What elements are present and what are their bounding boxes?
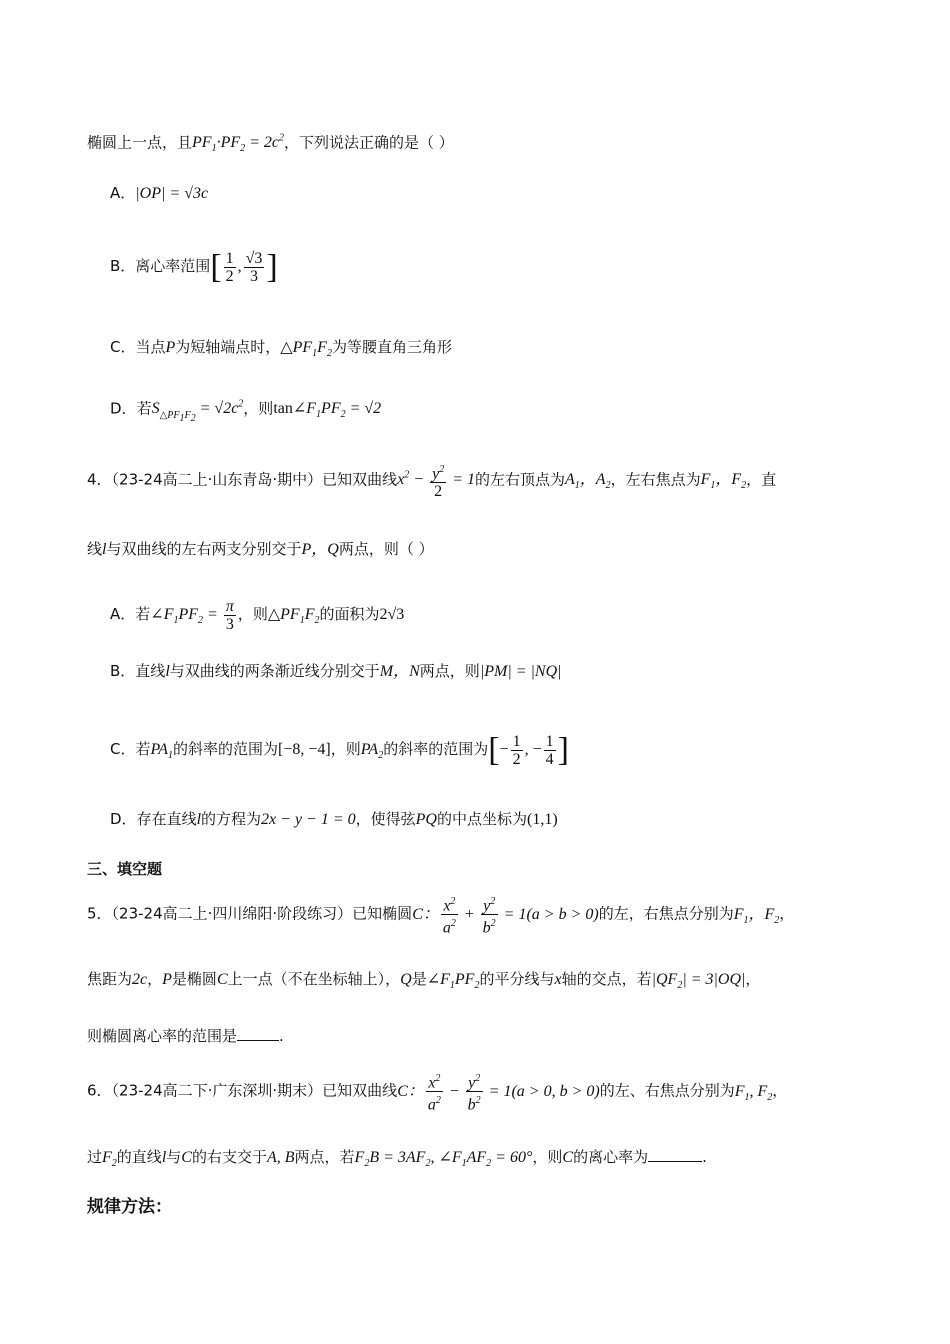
q3-option-b-label: B． — [110, 257, 136, 276]
q6-curve-c2: C — [562, 1149, 574, 1166]
q3-option-d-text2: ，则 — [243, 399, 274, 418]
q4-option-a-triangle: $\triangle PF_1F_2$ — [267, 606, 320, 627]
q4-points-pq: P，Q — [301, 541, 339, 558]
q4-source: （23-24高二上·山东青岛·期中） — [111, 470, 323, 489]
q4-line2-text-c: 两点，则（ ） — [338, 540, 434, 558]
q4-option-b-points: M，N — [379, 663, 420, 680]
q3-option-c-point: P — [165, 339, 176, 356]
q6-line2-text-e: 两点，若 — [294, 1148, 355, 1166]
q4-option-d-chord: PQ — [415, 811, 437, 828]
q4-option-b-label: B． — [110, 662, 136, 680]
q4-option-a-label: A． — [110, 605, 136, 624]
q5-answer-blank[interactable] — [237, 1026, 279, 1041]
q4-number: 4． — [87, 470, 112, 489]
q3-option-a-label: A． — [110, 184, 136, 202]
q5-line2-text-e: 的平分线与 — [479, 970, 555, 988]
q4-option-d-midpoint: (1,1) — [527, 811, 558, 828]
q6-number: 6． — [87, 1081, 112, 1100]
q3-option-c-text3: 为等腰直角三角形 — [331, 338, 452, 356]
q4-option-d-label: D． — [110, 810, 137, 828]
q5-ellipse-c: C — [216, 971, 228, 988]
q5-stem-line3 — [87, 1025, 284, 1047]
q5-line2-text-f: 轴的交点，若 — [561, 970, 652, 988]
q5-point-p: P — [162, 971, 172, 988]
q4-vertices: $A_1$，$A_2$ — [565, 471, 611, 492]
q3-option-c-text2: 为短轴端点时， — [175, 338, 281, 356]
q4-option-d-text1: 存在直线 — [136, 810, 197, 828]
q6-line2-text-a: 过 — [87, 1148, 103, 1166]
q3-stem — [87, 128, 454, 161]
q6-answer-blank[interactable] — [648, 1147, 702, 1162]
q4-option-b-equation: |PM| = |NQ| — [479, 663, 562, 680]
q6-stem-text-a: 已知双曲线 — [322, 1081, 398, 1100]
q3-option-a-formula: |OP| = √3c — [135, 185, 209, 202]
q6-line2-end: . — [702, 1148, 707, 1166]
q5-line2-text-d: 是 — [411, 970, 427, 988]
q3-option-d-label: D． — [110, 399, 137, 418]
q4-option-c-text3: ，则 — [330, 740, 361, 759]
q4-hyperbola-equation: $x^2$ − $\frac{y^2}{2}$ = 1 — [397, 471, 475, 488]
q4-option-c — [110, 733, 569, 768]
q4-option-b-text1: 直线 — [135, 662, 166, 680]
q5-stem-text-a: 已知椭圆 — [352, 904, 413, 923]
q5-line2-text-c: 上一点（不在坐标轴上）， — [227, 970, 401, 988]
q3-condition-formula: $PF_1\cdot PF_2 = 2c^2$ — [192, 133, 285, 155]
q3-option-b-interval: [ $\frac{1}{2}$ , $\frac{√3}{3}$ ] — [210, 248, 278, 286]
q4-option-b-text3: 两点，则 — [419, 662, 480, 680]
q4-stem-line2 — [87, 538, 434, 561]
q5-source: （23-24高二上·四川绵阳·阶段练习） — [111, 904, 353, 923]
q4-option-c-text4: 的斜率的范围为 — [383, 740, 489, 759]
q5-line2-text-b: 是椭圆 — [171, 970, 217, 988]
q4-option-a — [110, 598, 404, 633]
q4-option-d-text3: ，使得弦 — [355, 810, 416, 828]
q3-option-a — [110, 182, 208, 205]
q3-option-d-tan: $\tan\angle F_1PF_2 = √2$ — [273, 400, 382, 421]
q6-source: （23-24高二下·广东深圳·期末） — [111, 1081, 323, 1100]
q6-hyperbola-equation: C： $\frac{x^2}{a^2}$ − $\frac{y^2}{b^2}$ = 1(a > 0, b > 0) — [397, 1083, 600, 1100]
q4-line2-text-a: 线 — [87, 540, 103, 558]
q4-option-a-text3: 的面积为 — [319, 605, 380, 624]
q5-line2-text-a: 焦距为 — [87, 970, 133, 988]
q3-option-c-triangle: $\triangle PF_1F_2$ — [280, 339, 332, 360]
q6-line-l: l — [161, 1149, 167, 1166]
q6-points-ab: A, B — [266, 1149, 295, 1166]
q6-focus-f2: $F_2$ — [102, 1149, 117, 1170]
q6-condition: $F_2B = 3AF_2$, $\angle F_1AF_2 = 60^\circ$ — [354, 1149, 533, 1170]
q4-option-a-angle: $\angle F_1PF_2$ = $\frac{\pi}{3}$ — [150, 598, 234, 633]
q3-option-b — [110, 250, 278, 285]
q6-stem: 6．（23-24高二下·广东深圳·期末）已知双曲线C： $\frac{x^2}{a^2}$ − $\frac{y^2}{b^2}$ = 1(a > 0, b > 0)的左、右焦点分别为$F_1$, $F_2$， — [87, 1070, 787, 1114]
q4-option-b — [110, 660, 562, 683]
q5-ellipse-equation: C： $\frac{x^2}{a^2}$ + $\frac{y^2}{b^2}$ = 1(a > b > 0) — [412, 906, 599, 923]
q5-condition: $|QF_2| = 3|OQ|$ — [651, 971, 746, 992]
q3-stem-text-b: ，下列说法正确的是（ ） — [284, 133, 454, 152]
method-heading: 规律方法： — [87, 1197, 172, 1217]
q4-option-c-pa2: $PA_2$ — [360, 741, 384, 762]
q6-stem-line2 — [87, 1146, 707, 1175]
q4-option-c-pa1: $PA_1$ — [150, 741, 173, 762]
q4-option-a-value: 2√3 — [379, 606, 405, 624]
q4-line2-text-b: 与双曲线的左右两支分别交于 — [106, 540, 302, 558]
q4-option-d-text4: 的中点坐标为 — [436, 810, 527, 828]
q4-option-d — [110, 808, 558, 831]
q4-option-c-text2: 的斜率的范围为 — [172, 740, 278, 759]
q4-option-a-text1: 若 — [135, 605, 151, 624]
q4-stem-text-d: 直 — [761, 470, 777, 489]
q3-option-d-area: $S_{\triangle PF_1F_2} = √2c^2$ — [151, 399, 244, 424]
q4-option-c-range2: [− $\frac{1}{2}$ , − $\frac{1}{4}$ ] — [488, 731, 569, 769]
q4-stem-text-c: 左右焦点为 — [625, 470, 701, 489]
q5-focal-distance: 2c — [132, 971, 148, 988]
q5-line3-end: . — [279, 1027, 284, 1045]
q4-option-a-text2: ，则 — [237, 605, 268, 624]
q4-line-l: l — [102, 541, 107, 558]
q6-line2-text-d: 的右支交于 — [191, 1148, 267, 1166]
q4-option-d-equation: 2x − y − 1 = 0 — [261, 811, 356, 828]
section-title-fill-in: 三、填空题 — [87, 860, 163, 878]
q5-foci: $F_1$，$F_2$ — [733, 905, 780, 926]
q4-option-b-text2: 与双曲线的两条渐近线分别交于 — [169, 662, 380, 680]
q6-foci: $F_1$, $F_2$ — [734, 1082, 773, 1103]
q6-line2-text-b: 的直线 — [116, 1148, 162, 1166]
q6-line2-text-g: 的离心率为 — [573, 1148, 649, 1166]
q5-angle: $\angle F_1PF_2$ — [426, 971, 480, 992]
q4-option-b-line: l — [165, 663, 170, 680]
q5-stem-line2: 焦距为2c，P是椭圆C上一点（不在坐标轴上），Q是$\angle F_1PF_2$的平分线与x轴的交点，若$|QF_2| = 3|OQ|$， — [87, 970, 761, 992]
q5-stem-text-b: 的左，右焦点分别为 — [598, 904, 734, 923]
q4-stem-text-b: 的左右顶点为 — [475, 470, 566, 489]
q4-stem: 4．（23-24高二上·山东青岛·期中）已知双曲线$x^2$ − $\frac{y^2}{2}$ = 1的左右顶点为$A_1$，$A_2$，左右焦点为$F_1$，$F_2$，直 — [87, 461, 776, 500]
q3-option-d — [110, 394, 381, 430]
q4-foci: $F_1$，$F_2$ — [700, 471, 747, 492]
q6-stem-text-b: 的左、右焦点分别为 — [599, 1081, 735, 1100]
q3-option-c-label: C． — [110, 338, 136, 356]
q5-line3-text: 则椭圆离心率的范围是 — [87, 1027, 238, 1045]
q4-stem-text-a: 已知双曲线 — [322, 470, 398, 489]
q3-option-c — [110, 336, 452, 365]
q5-stem: 5．（23-24高二上·四川绵阳·阶段练习）已知椭圆C： $\frac{x^2}{a^2}$ + $\frac{y^2}{b^2}$ = 1(a > b > 0)的左，右焦点分别为$F_1$，$F_2$， — [87, 893, 794, 937]
q5-point-q: Q — [400, 971, 412, 988]
q3-option-d-text1: 若 — [136, 399, 152, 418]
q4-option-c-label: C． — [110, 740, 136, 759]
q4-option-c-text1: 若 — [135, 740, 151, 759]
q3-option-b-text: 离心率范围 — [135, 257, 211, 276]
q5-x-axis: x — [554, 971, 562, 988]
q4-option-c-range1: [−8, −4] — [278, 741, 331, 759]
q3-option-c-text1: 当点 — [135, 338, 166, 356]
q4-option-d-text2: 的方程为 — [201, 810, 262, 828]
q4-option-d-line: l — [196, 811, 202, 828]
q6-curve-c: C — [181, 1149, 192, 1166]
q6-line2-text-f: ，则 — [532, 1148, 563, 1166]
q3-stem-text-a: 椭圆上一点，且 — [87, 133, 193, 152]
q5-number: 5． — [87, 904, 112, 923]
q6-line2-text-c: 与 — [166, 1148, 182, 1166]
